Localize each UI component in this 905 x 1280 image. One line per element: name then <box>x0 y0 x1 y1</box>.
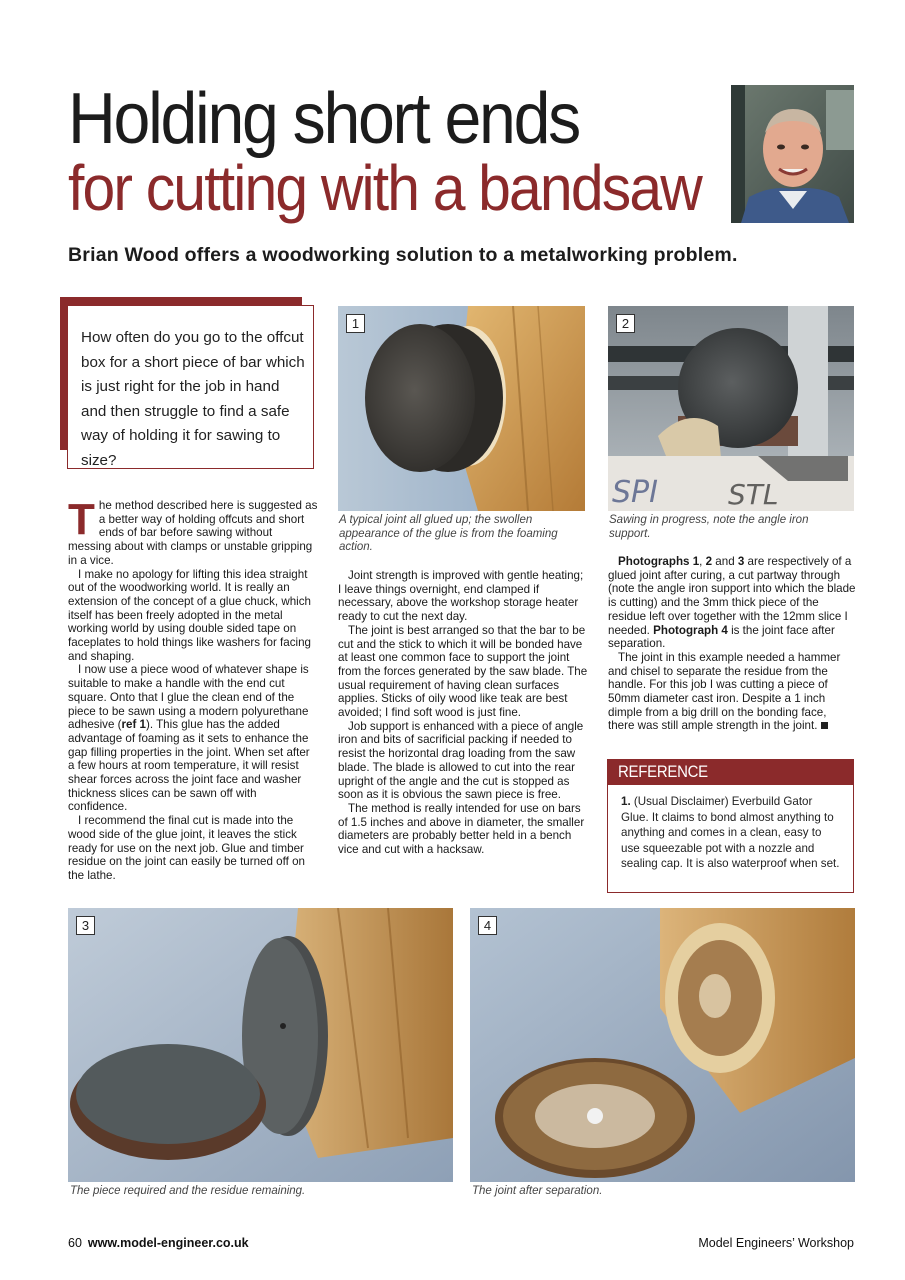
footer-magazine-name: Model Engineers’ Workshop <box>698 1236 854 1250</box>
reference-heading: REFERENCE <box>618 762 708 781</box>
photo-4-caption: The joint after separation. <box>472 1185 603 1197</box>
col2-paragraph-2: The joint is best arranged so that the bar to be cut and the stick to which it will be bonded have at least one common face to support the joint from the forces generated by the saw blade. The usual requirement of having clean surfaces applies. Sticks of oily wood like teak are best avoided; I find soft wood is just fine. <box>338 623 588 720</box>
photo-3-caption: The piece required and the residue remaining. <box>70 1185 306 1197</box>
col1-paragraph-2: I make no apology for lifting this idea straight out of the woodworking world. It is really an extension of the concept of a glue chuck, which itself has been freely adopted in the metal working world by using double sided tape on faceplates to hold things like washers for facing and shaping. <box>68 567 311 663</box>
body-column-3 <box>608 555 856 733</box>
body-column-2 <box>338 569 588 857</box>
photo-2-caption: Sawing in progress, note the angle iron support. <box>609 514 809 540</box>
col2-paragraph-1: Joint strength is improved with gentle heating; I leave things overnight, end clamped if necessary, above the workshop storage heater ready to cut the next day. <box>338 569 584 624</box>
footer-left <box>68 1236 249 1250</box>
photo-3 <box>68 908 453 1182</box>
photo-number-2: 2 <box>616 314 635 333</box>
photo-2 <box>608 306 854 511</box>
photo-1 <box>338 306 585 511</box>
photo-number-3: 3 <box>76 916 95 935</box>
drop-cap: T <box>68 495 95 544</box>
pull-quote-text: How often do you go to the offcut box for a short piece of bar which is just right for the job in hand and then struggle to find a safe way of holding it for sawing to size? <box>81 329 305 469</box>
title-line-2: for cutting with a bandsaw <box>68 152 701 224</box>
col2-paragraph-4: The method is really intended for use on bars of 1.5 inches and above in diameter, the smaller diameters are probably better held in a bench vice and cut with a hacksaw. <box>338 801 585 857</box>
col2-paragraph-3: Job support is enhanced with a piece of angle iron and bits of sacrificial packing if needed to resist the horizontal drag loading from the saw blade. The blade is allowed to cut into the rear upright of the angle and the cut is stopped as soon as it is obvious the sawn piece is free. <box>338 719 584 802</box>
col1-paragraph-1: he method described here is suggested as a better way of holding offcuts and short ends of bar before sawing without messing about with clamps or unstable gripping in a vice. <box>68 499 318 567</box>
body-column-1 <box>68 495 318 883</box>
page-number: 60 <box>68 1236 82 1250</box>
subtitle-standfirst: Brian Wood offers a woodworking solution to a metalworking problem. <box>68 244 738 266</box>
title-line-1: Holding short ends <box>68 79 579 159</box>
photo-2-mark-left: SPI <box>612 475 658 510</box>
col1-paragraph-3: I now use a piece wood of whatever shape is suitable to make a handle with the end cut square. Onto that I glue the clean end of the piece to be sawn using a modern polyurethane adhesive (ref 1). This glue has the added advantage of foaming as it sets to enhance the gap filling properties in the joint. When set after a few hours at room temperature, it will resist shear forces across the joint face and washer thickness slices can be sawn off with confidence. <box>68 663 310 814</box>
footer-website: www.model-engineer.co.uk <box>87 1236 249 1250</box>
col1-paragraph-4: I recommend the final cut is made into the wood side of the glue joint, it leaves the stick ready for use on the next job. Glue and timber residue on the joint can easily be turned off on the lathe. <box>68 814 305 882</box>
col3-paragraph-1: Photographs 1, 2 and 3 are respectively of a glued joint after curing, a cut partway through (note the angle iron support into which the blade is cutting) and the 3mm thick piece of the residue left over together with the 12mm slice I needed. Photograph 4 is the joint face after separation. <box>608 555 856 651</box>
photo-number-1: 1 <box>346 314 365 333</box>
author-photo <box>731 85 854 223</box>
photo-4 <box>470 908 855 1182</box>
ref-1-link: ref 1 <box>121 718 146 732</box>
col3-paragraph-2: The joint in this example needed a hammer and chisel to separate the residue from the handle. For this job I was cutting a piece of 50mm diameter cast iron. Despite a 1 inch dimple from a big drill on the bonding face, there was still ample strength in the joint. <box>608 650 841 733</box>
end-mark-icon <box>821 722 828 729</box>
photo-number-4: 4 <box>478 916 497 935</box>
reference-entry-1: 1. (Usual Disclaimer) Everbuild Gator Glue. It claims to bond almost anything to anything and comes in a clean, easy to use squeezable pot with a nozzle and sealing cap. It is also waterproof when set. <box>621 795 840 871</box>
photo-1-caption: A typical joint all glued up; the swollen appearance of the glue is from the foaming action. <box>339 514 558 554</box>
photo-2-mark-right: STL <box>728 478 779 511</box>
